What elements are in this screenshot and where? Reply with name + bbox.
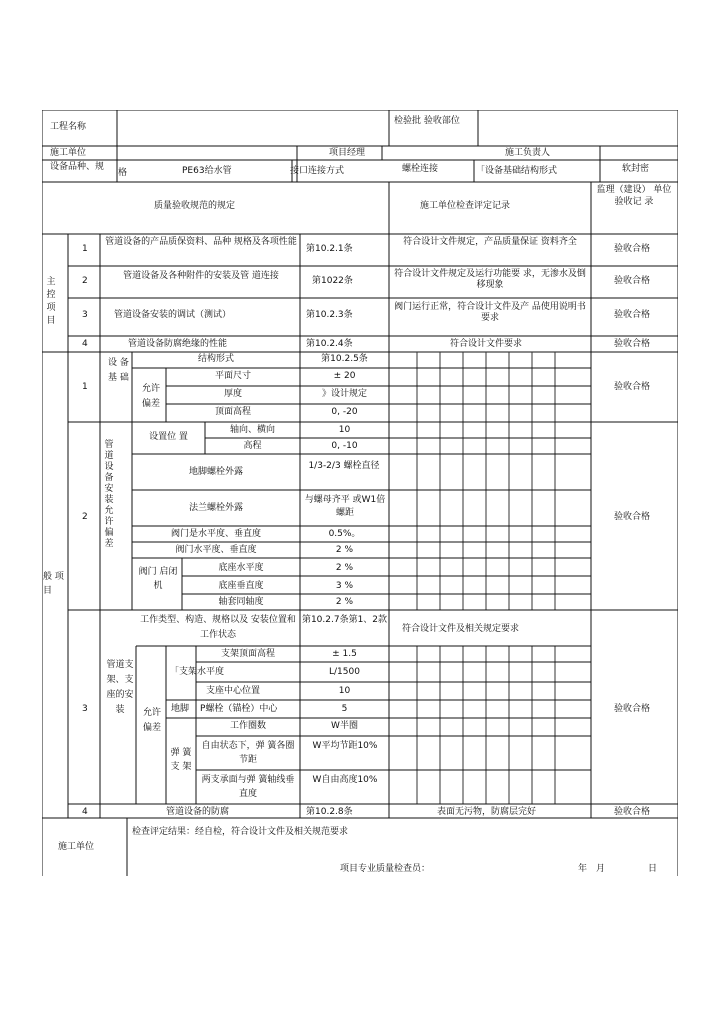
main-item-4-desc: 管道设备防腐绝缘的性能	[128, 339, 228, 349]
main-item-1-clause: 第10.2.1条	[306, 244, 353, 254]
main-item-3-record: 阀门运行正常，符合设计文件及产 品使用说明书要求	[394, 302, 586, 323]
foundation-label: 「设备基础结构形式	[476, 166, 558, 176]
spec-column-header: 质量验收规范的规定	[154, 201, 236, 211]
gen-item-2-result: 验收合格	[614, 512, 651, 522]
construction-unit-label: 施工单位	[50, 148, 87, 158]
main-item-4-record: 符合设计文件要求	[450, 339, 523, 349]
inspection-lot-label: 检验批 验收部位	[394, 116, 460, 126]
gen-item-2-no: 2	[82, 512, 88, 522]
base-level-value: 2 %	[335, 563, 354, 573]
main-item-1-result: 验收合格	[614, 244, 651, 254]
main-item-3-result: 验收合格	[614, 310, 651, 320]
footer-unit-label: 施工单位	[58, 842, 95, 852]
gen-item-1-no: 1	[82, 382, 88, 392]
work-type-label: 工作类型、构造、规格以及 安装位置和工作状态	[140, 615, 296, 640]
main-item-2-desc: 管道设备及各种附件的安装及管 道连接	[123, 271, 279, 281]
gen-item-3-no: 3	[82, 704, 88, 714]
end-perpendicular-label: 两支承面与弹 簧轴线垂直度	[201, 775, 295, 799]
elevation-label: 高程	[243, 441, 262, 451]
anchor-foot-label: 地脚	[171, 704, 190, 714]
joint-value: 螺栓连接	[402, 164, 439, 174]
top-elevation-value: 0, -20	[331, 407, 358, 417]
inspection-form	[42, 110, 678, 876]
general-label: 般 项 目	[43, 572, 64, 596]
structure-form: 结构形式	[197, 354, 234, 364]
main-control-label: 主 控 项 目	[46, 277, 56, 326]
anchor-bolt-value: 1/3-2/3 螺栓直径	[308, 461, 380, 471]
valve-level-value: 0.5%。	[328, 529, 361, 539]
gen-item-4-clause: 第10.2.8条	[306, 807, 353, 817]
main-item-3-no: 3	[82, 310, 88, 320]
coils-label: 工作圈数	[229, 721, 266, 731]
free-pitch-value: W平均节距10%	[312, 741, 378, 751]
spring-support-label: 弹 簧 支 架	[170, 748, 192, 772]
supervision-column-header: 监理（建设） 单位 验收记 录	[596, 185, 672, 207]
coils-value: W半圈	[331, 721, 358, 731]
base-level-label: 底座水平度	[218, 563, 264, 573]
pipe-support-group: 管道支架、支座的安装	[106, 660, 134, 715]
support-level-label: 「支架水平度	[170, 667, 225, 677]
foundation-allow-label: 允许偏差	[141, 384, 160, 409]
structure-clause: 第10.2.5条	[321, 354, 368, 364]
flange-bolt-value: 与螺母齐平 或W1倍螺距	[304, 495, 386, 518]
footer-month: 月	[596, 864, 606, 874]
equipment-label: 设备品种、规	[50, 162, 105, 172]
valve-actuator-label: 阀门 启闭 机	[138, 567, 178, 591]
support-allow-label: 允许偏差	[142, 708, 161, 733]
main-item-2-clause: 第1022条	[312, 276, 353, 286]
gen-item-4-no: 4	[82, 807, 88, 817]
construction-leader-label: 施工负责人	[505, 148, 551, 158]
anchor-bolt-center-label: P螺栓（锚栓）中心	[200, 704, 278, 714]
footer-conclusion: 检查评定结果：经自检，符合设计文件及相关规范要求	[132, 827, 349, 837]
main-item-4-clause: 第10.2.4条	[306, 339, 353, 349]
shaft-coaxial-label: 轴套同轴度	[218, 597, 264, 607]
footer-inspector: 项目专业质量检查员：	[340, 864, 431, 874]
valve-level2-value: 2 %	[335, 545, 354, 555]
seat-center-label: 支座中心位置	[205, 686, 260, 696]
axis-value: 10	[338, 425, 351, 435]
anchor-bolt-label: 地脚螺栓外露	[188, 467, 243, 477]
record-column-header: 施工单位检查评定记录	[420, 201, 511, 211]
main-item-2-no: 2	[82, 276, 88, 286]
thickness-label: 厚度	[223, 389, 242, 399]
work-type-clause: 第10.2.7条第1、2款	[301, 615, 388, 625]
gen-item-3-result: 验收合格	[614, 704, 651, 714]
base-vertical-label: 底座垂直度	[218, 581, 264, 591]
main-item-4-no: 4	[82, 339, 88, 349]
table-grid	[42, 110, 678, 876]
thickness-value: 》设计规定	[321, 389, 367, 399]
elevation-value: 0, -10	[331, 441, 358, 451]
gen-item-4-record: 表面无污物，防腐层完好	[437, 807, 537, 817]
main-item-2-result: 验收合格	[614, 276, 651, 286]
footer-year: 年	[578, 864, 588, 874]
gen-item-4-result: 验收合格	[614, 807, 651, 817]
foundation-value: 软封密	[622, 164, 650, 174]
equipment-install-group: 管道设备安装允许偏差	[104, 440, 114, 549]
main-item-1-no: 1	[82, 244, 88, 254]
project-name-label: 工程名称	[50, 122, 87, 132]
top-elevation-label: 顶面高程	[214, 407, 251, 417]
foundation-group: 设 备 基 础	[108, 358, 129, 383]
equipment-value: PE63给水管	[182, 166, 232, 176]
project-manager-label: 项目经理	[329, 148, 366, 158]
support-level-value: L/1500	[329, 667, 360, 677]
main-item-3-clause: 第10.2.3条	[306, 310, 353, 320]
support-top-elevation-label: 支架顶面高程	[220, 649, 275, 659]
work-type-record: 符合设计文件及相关规定要求	[402, 624, 520, 634]
main-item-4-result: 验收合格	[614, 339, 651, 349]
axis-label: 轴向、横向	[229, 425, 275, 435]
main-item-3-desc: 管道设备安装的调试（测试）	[114, 310, 232, 320]
valve-level2-label: 阀门水平度、垂直度	[175, 545, 257, 555]
gen-item-4-desc: 管道设备的防腐	[166, 807, 230, 817]
setting-position-label: 设置位 置	[149, 432, 188, 442]
joint-label: 接口连接方式	[290, 166, 345, 176]
seat-center-value: 10	[338, 686, 351, 696]
anchor-bolt-center-value: 5	[341, 704, 348, 714]
footer-day: 日	[648, 864, 658, 874]
flat-size-label: 平面尺寸	[214, 371, 251, 381]
gen-item-1-result: 验收合格	[614, 382, 651, 392]
support-top-elevation-value: ± 1.5	[332, 649, 357, 659]
main-item-2-record: 符合设计文件规定及运行功能要 求，无渗水及倒移现象	[394, 269, 586, 290]
end-perpendicular-value: W自由高度10%	[312, 775, 378, 785]
flat-size-value: ± 20	[333, 371, 356, 381]
shaft-coaxial-value: 2 %	[335, 597, 354, 607]
flange-bolt-label: 法兰螺栓外露	[188, 503, 243, 513]
base-vertical-value: 3 %	[335, 581, 354, 591]
main-item-1-desc: 管道设备的产品质保资料、品种 规格及各项性能	[105, 237, 297, 247]
equipment-label-tail: 格	[118, 168, 128, 178]
main-item-1-record: 符合设计文件规定，产品质量保证 资料齐全	[403, 237, 577, 247]
free-pitch-label: 自由状态下，弹 簧各圈节距	[201, 741, 295, 765]
valve-level-label: 阀门是水平度、垂直度	[170, 529, 261, 539]
